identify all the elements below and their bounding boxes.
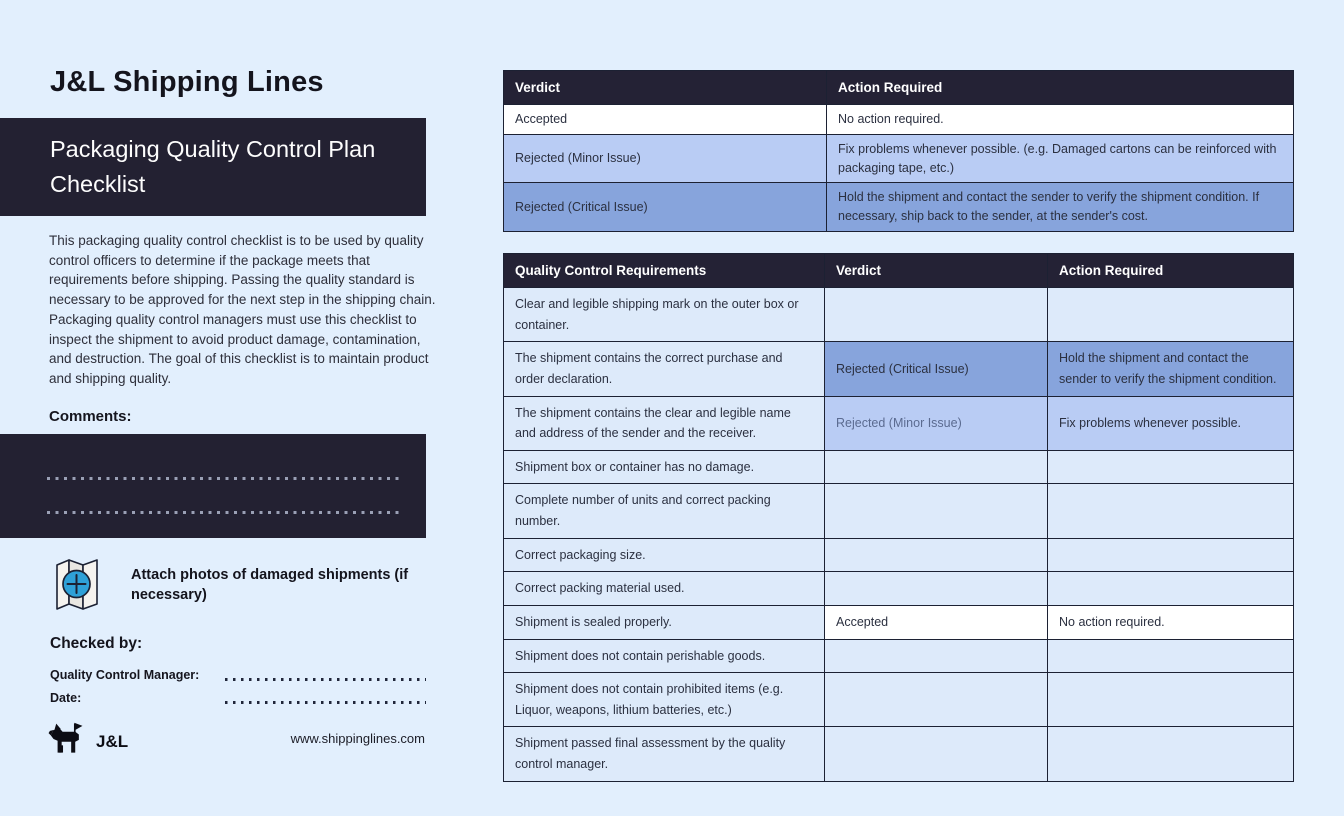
table-row [504,183,1294,232]
table-row [504,288,1294,342]
requirement-cell: The shipment contains the correct purchase and order declaration. [504,342,825,396]
intro-text [49,231,441,389]
action-cell[interactable] [1048,538,1294,572]
action-cell[interactable]: Fix problems whenever possible. [1048,396,1294,450]
footer-brand-text: J&L [96,731,129,751]
requirement-cell: Complete number of units and correct packing number. [504,484,825,538]
action-cell[interactable] [1048,673,1294,727]
verdict-cell[interactable] [825,727,1048,781]
table-row [504,105,1294,135]
verdict-cell[interactable] [825,450,1048,484]
verdict-column-header: Verdict [825,254,1048,288]
action-cell[interactable]: Hold the shipment and contact the sender to verify the shipment condition. [1048,342,1294,396]
action-cell[interactable]: No action required. [1048,605,1294,639]
manager-fill-line[interactable] [225,678,426,681]
verdict-cell[interactable] [825,484,1048,538]
action-cell[interactable] [1048,450,1294,484]
requirement-cell: Correct packing material used. [504,572,825,606]
requirement-cell: Shipment does not contain perishable goods. [504,639,825,673]
date-fill-line[interactable] [225,701,426,704]
footer-logo [48,720,128,763]
map-add-photo-icon [50,555,107,618]
action-column-header: Action Required [1048,254,1294,288]
action-cell: No action required. [827,105,1294,135]
verdict-cell: Accepted [504,105,827,135]
action-cell[interactable] [1048,572,1294,606]
action-cell[interactable] [1048,288,1294,342]
verdict-cell[interactable] [825,288,1048,342]
checked-by-label: Checked by: [50,635,143,652]
verdict-cell[interactable]: Rejected (Critical Issue) [825,342,1048,396]
verdict-cell[interactable]: Rejected (Minor Issue) [825,396,1048,450]
verdict-cell[interactable] [825,673,1048,727]
table-row [504,342,1294,396]
verdict-cell[interactable] [825,639,1048,673]
action-cell[interactable] [1048,727,1294,781]
table-header-row [504,71,1294,105]
table-row [504,673,1294,727]
table-row [504,396,1294,450]
website-link[interactable]: www.shippinglines.com [290,731,425,746]
requirement-cell: The shipment contains the clear and legible name and address of the sender and the receiver. [504,396,825,450]
action-cell: Hold the shipment and contact the sender to verify the shipment condition. If necessary, ship back to the sender, at the sender's cost. [827,183,1294,232]
table-header-row [504,254,1294,288]
requirement-cell: Shipment passed final assessment by the quality control manager. [504,727,825,781]
action-cell: Fix problems whenever possible. (e.g. Damaged cartons can be reinforced with packaging tape, etc.) [827,134,1294,183]
verdict-cell[interactable] [825,538,1048,572]
comments-fill-line[interactable] [47,477,402,480]
verdict-legend-table [503,70,1294,232]
table-row [504,134,1294,183]
table-row [504,605,1294,639]
intro-paragraph-2: Packaging quality control managers must use this checklist to inspect the shipment to avoid product damage, contamination, and destruction. The goal of this checklist is to maintain product and shipping quality. [49,311,429,386]
verdict-cell[interactable] [825,572,1048,606]
table-row [504,572,1294,606]
attach-photos-note [50,555,411,618]
verdict-column-header: Verdict [504,71,827,105]
comments-label: Comments: [49,408,132,425]
requirement-cell: Correct packaging size. [504,538,825,572]
document-title-banner [0,118,426,216]
company-title: J&L Shipping Lines [50,66,324,98]
table-row [504,639,1294,673]
requirement-cell: Shipment box or container has no damage. [504,450,825,484]
verdict-cell: Rejected (Critical Issue) [504,183,827,232]
quality-checklist-table [503,253,1294,782]
document-title: Packaging Quality Control Plan Checklist [50,135,376,197]
requirement-cell: Shipment is sealed properly. [504,605,825,639]
requirement-cell: Shipment does not contain prohibited items (e.g. Liquor, weapons, lithium batteries, etc.) [504,673,825,727]
intro-paragraph-1: This packaging quality control checklist is to be used by quality control officers to determine if the package meets that requirements before shipping. Passing the quality standard is necessary to be approved for the next step in the shipping chain. [49,233,436,308]
requirement-cell: Clear and legible shipping mark on the outer box or container. [504,288,825,342]
dog-logo-icon [48,720,88,763]
table-row [504,484,1294,538]
comments-box [0,434,426,538]
attach-photos-label: Attach photos of damaged shipments (if necessary) [131,567,409,603]
date-label: Date: [50,691,82,705]
manager-label: Quality Control Manager: [50,668,200,682]
verdict-cell[interactable]: Accepted [825,605,1048,639]
table-row [504,450,1294,484]
verdict-cell: Rejected (Minor Issue) [504,134,827,183]
table-row [504,727,1294,781]
action-column-header: Action Required [827,71,1294,105]
comments-fill-line[interactable] [47,511,402,514]
action-cell[interactable] [1048,639,1294,673]
action-cell[interactable] [1048,484,1294,538]
table-row [504,538,1294,572]
requirements-column-header: Quality Control Requirements [504,254,825,288]
